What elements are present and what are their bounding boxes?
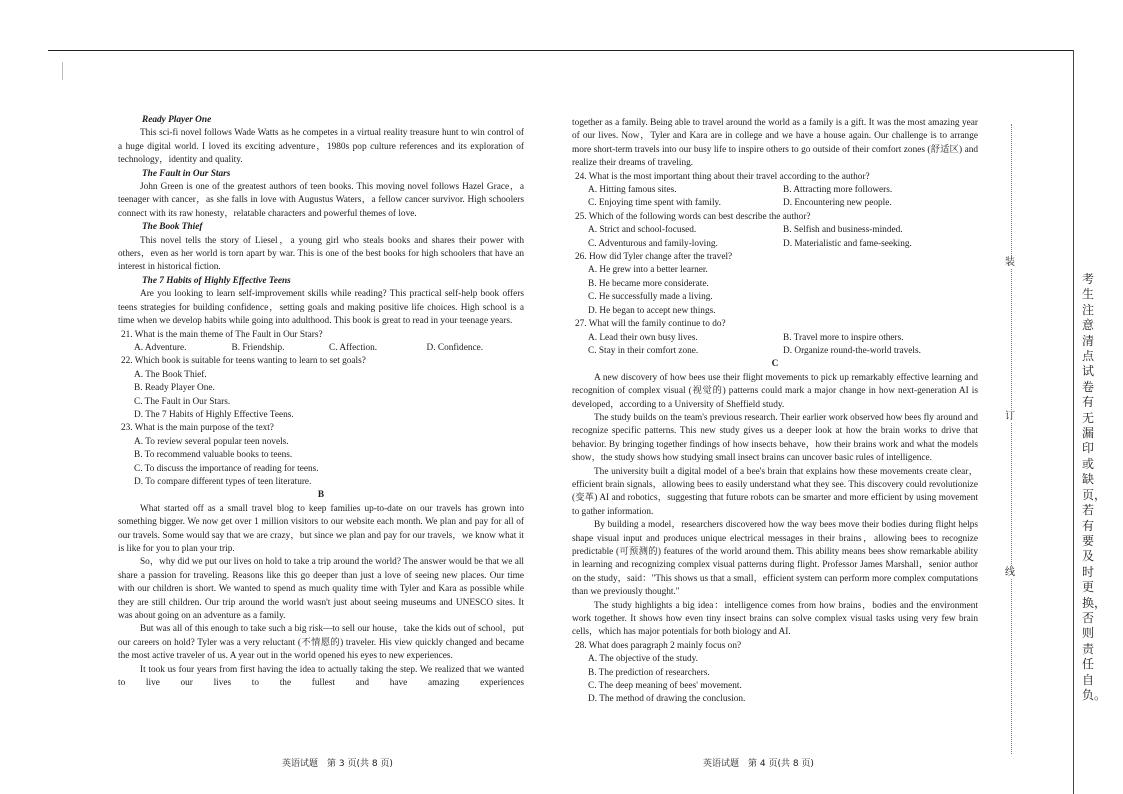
option: A. The objective of the study. (588, 654, 698, 665)
option: C. Adventurous and family-loving. (588, 238, 718, 249)
question-25-options (572, 238, 978, 251)
question-26: 26. How did Tyler change after the travel? (575, 252, 733, 263)
question-27-options (572, 332, 978, 345)
book-title: Ready Player One (142, 115, 212, 125)
passage-paragraph: So，why did we put our lives on hold to take a trip around the world? The answer would be that we all share a passion for traveling. Reasons like this go deeper than just a love of seeing new places. Our time with our children is short. We wanted to spend as much quality time with Tyler and Kara as possible while they are still children. Our trip around the world wasn't just about seeing museums and UNESCO sites. It was about going on an adventure as a family. (118, 557, 524, 622)
passage-paragraph: But was all of this enough to take such a big risk—to sell our house，take the kids out of school，put our careers on hold? Tyler was a very reluctant (不情愿的) traveler. His view quickly changed and became the most active traveler of us. A year out in the world opened his eyes to new experiences. (118, 624, 524, 662)
question-24-options (572, 184, 978, 197)
question-23: 23. What is the main purpose of the text? (121, 423, 274, 434)
question-24: 24. What is the most important thing about their travel according to the author? (575, 171, 870, 182)
passage-paragraph: The study builds on the team's previous research. Their earlier work observed how bees fly around and recognize specific patterns. This new study gives us a deeper look at how the brain works to drive that behavior. By bringing together findings of how insects behave，how their brains work and what the models show，the study shows how studying small insect brains can uncover basic rules of intelligence. (572, 412, 978, 464)
question-24-options (572, 197, 978, 210)
option: D. He began to accept new things. (588, 305, 716, 316)
page-footer-4: 英语试题 第 4 页(共 8 页) (703, 759, 814, 769)
book-description: This sci-fi novel follows Wade Watts as he competes in a virtual reality treasure hunt to win control of a huge digital world. I loved its exciting adventure，1980s pop culture references and its exploration of technology，identity and quality. (118, 128, 524, 166)
binding-dotted-line (1011, 124, 1012, 754)
passage-paragraph: It took us four years from first having the idea to actually taking the step. We realized that we wanted to live our lives to the fullest and have amazing experiences (118, 664, 524, 689)
crop-mark (62, 62, 63, 80)
option: D. The method of drawing the conclusion. (588, 694, 746, 705)
passage-paragraph: A new discovery of how bees use their flight movements to pick up remarkably effective learning and recognition of complex visual (视觉的) patterns could mark a major change in how next-generation AI is developed，according to a University of Sheffield study. (572, 372, 978, 410)
page-footer-3: 英语试题 第 3 页(共 8 页) (282, 759, 393, 769)
option: A. Lead their own busy lives. (588, 332, 698, 343)
question-22: 22. Which book is suitable for teens wanting to learn to set goals? (121, 356, 366, 367)
book-title: The Book Thief (142, 222, 203, 233)
option: B. The prediction of researchers. (588, 667, 710, 678)
question-27: 27. What will the family continue to do? (575, 319, 726, 330)
passage-paragraph: What started off as a small travel blog to keep families up-to-date on our travels has grown into something bigger. We now get over 1 million visitors to our website each month. We plan and pay for all of our travels. Some would say that we are crazy，but since we plan and pay for our travels，we know what it is like for you to plan your trip. (118, 503, 524, 554)
top-rule (48, 50, 1073, 51)
section-heading-c: C (771, 359, 779, 370)
option: B. Selfish and business-minded. (783, 225, 903, 236)
option: A. Adventure. (134, 342, 187, 353)
option: C. He successfully made a living. (588, 292, 713, 303)
question-21-options (118, 342, 524, 355)
option: B. Travel more to inspire others. (783, 332, 904, 343)
option: A. Hitting famous sites. (588, 185, 677, 196)
option: D. Confidence. (426, 342, 484, 353)
binding-mark-xian: 线 (1005, 567, 1015, 578)
page-3-column (118, 114, 524, 690)
question-28: 28. What does paragraph 2 mainly focus on? (575, 640, 742, 651)
option: D. The 7 Habits of Highly Effective Teens. (134, 409, 294, 420)
option: C. The Fault in Our Stars. (134, 396, 231, 407)
option: A. Strict and school-focused. (588, 225, 697, 236)
option: D. Encountering new people. (783, 198, 892, 209)
option: C. Affection. (329, 342, 378, 353)
option: B. To recommend valuable books to teens. (134, 450, 293, 461)
right-frame-line (1073, 50, 1074, 794)
question-25: 25. Which of the following words can best describe the author? (575, 211, 811, 222)
passage-paragraph: The study highlights a big idea：intelligence comes from how brains，bodies and the environment work together. It shows how even tiny insect brains can solve complex visual tasks using very few brain cells，which has major potentials for both biology and AI. (572, 600, 978, 638)
binding-mark-ding: 订 (1005, 411, 1015, 422)
book-description: This novel tells the story of Liesel，a young girl who steals books and shares their power with others，even as her world is torn apart by war. This is one of the best books for high schoolers that have an interest in historical fiction. (118, 235, 524, 273)
option: D. Materialistic and fame-seeking. (783, 238, 912, 249)
passage-paragraph: together as a family. Being able to travel around the world as a family is a gift. It was the most amazing year of our lives. Now，Tyler and Kara are in college and we have a house again. Our challenge is to arrange more short-term travels into our busy life to inspire others to go outside of their comfort zones (舒适区) and realize their dreams of traveling. (572, 118, 978, 169)
option: D. To compare different types of teen literature. (134, 476, 312, 487)
exam-notice-vertical: 考生注意清点试卷有无漏印或缺页，若有要及时更换，否则责任自负。 (1082, 272, 1107, 702)
option: A. The Book Thief. (134, 369, 207, 380)
option: C. Enjoying time spent with family. (588, 198, 721, 209)
question-27-options (572, 345, 978, 358)
option: D. Organize round-the-world travels. (783, 345, 921, 356)
option: A. He grew into a better learner. (588, 265, 708, 276)
option: C. To discuss the importance of reading for teens. (134, 463, 319, 474)
book-description: John Green is one of the greatest authors of teen books. This moving novel follows Hazel Grace，a teenager with cancer，as she falls in love with Augustus Waters，a fellow cancer survivor. High schoolers connect with its raw honesty，relatable characters and powerful themes of love. (118, 182, 524, 219)
book-title: The 7 Habits of Highly Effective Teens (142, 275, 291, 286)
option: B. He became more considerate. (588, 278, 709, 289)
option: B. Ready Player One. (134, 383, 215, 394)
option: C. Stay in their comfort zone. (588, 345, 699, 356)
option: C. The deep meaning of bees' movement. (588, 681, 742, 692)
option: A. To review several popular teen novels. (134, 436, 289, 447)
question-21: 21. What is the main theme of The Fault in Our Stars? (121, 329, 323, 340)
book-description: Are you looking to learn self-improvement skills while reading? This practical self-help book offers teens strategies for building confidence，setting goals and making positive life choices. High school is a time when we develop habits while going into adulthood. This book is great to read in your teenage years. (118, 289, 524, 327)
page-4-column (572, 117, 978, 707)
question-25-options (572, 224, 978, 237)
option: B. Friendship. (231, 342, 285, 353)
book-title: The Fault in Our Stars (142, 168, 231, 179)
passage-paragraph: By building a model，researchers discovered how the way bees move their bodies during flight helps shape visual input and produces unique electrical messages in their brains，allowing bees to recognize predictable (可预测的) features of the world around them. This ability means bees show remarkable ability in learning and recognizing complex visual patterns during flight. Professor James Marshall，senior author on the study，said："This shows us that a small，efficient system can perform more complex computations than we previously thought." (572, 520, 978, 598)
option: B. Attracting more followers. (783, 185, 893, 196)
passage-paragraph: The university built a digital model of a bee's brain that explains how these movements create clear，efficient brain signals，allowing bees to easily understand what they see. This discovery could revolutionize (变革) AI and robotics，suggesting that future robots can be smarter and more efficient by using movement to gather information. (572, 466, 978, 517)
section-heading-b: B (317, 490, 325, 501)
binding-mark-zhuang: 装 (1005, 257, 1015, 268)
